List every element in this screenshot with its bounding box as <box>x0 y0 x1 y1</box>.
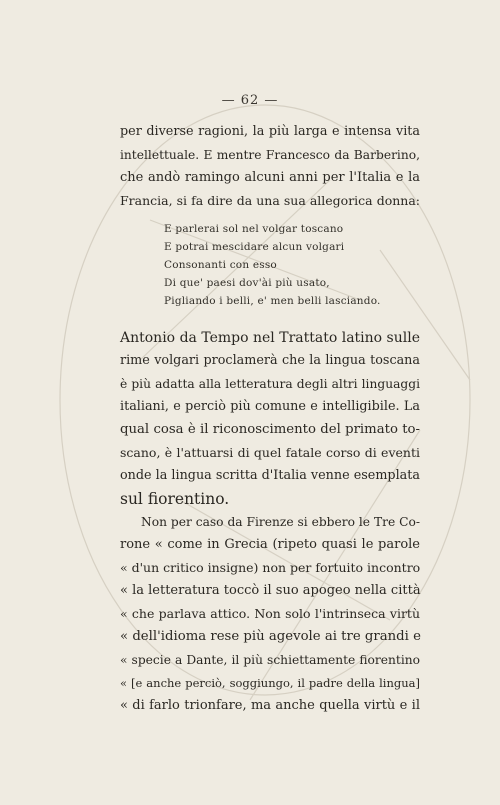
text-line: per diverse ragioni, la più larga e intensa vita <box>120 124 420 139</box>
text-line: Non per caso da Firenze si ebbero le Tre Co- <box>141 515 421 529</box>
page-number: — 62 — <box>221 93 279 108</box>
verse-line: E potrai mescidare alcun volgari <box>164 241 345 253</box>
text-line: « di farlo trionfare, ma anche quella virtù e il <box>120 698 420 713</box>
text-line: intellettuale. E mentre Francesco da Barberino, <box>120 148 420 162</box>
text-line: Antonio da Tempo nel Trattato latino sulle <box>120 330 420 346</box>
text-line: « la letteratura toccò il suo apogeo nella città <box>120 583 421 598</box>
text-line: rone « come in Grecia (ripeto quasi le parole <box>120 537 420 552</box>
text-line: è più adatta alla letteratura degli altri linguaggi <box>120 377 420 391</box>
text-line: sul fiorentino. <box>120 490 230 508</box>
text-line: Francia, si fa dire da una sua allegorica donna: <box>120 193 420 208</box>
text-line: italiani, e perciò più comune e intelligibile. La <box>120 399 420 414</box>
verse-line: Pigliando i belli, e' men belli lasciando. <box>164 295 381 307</box>
text-line: onde la lingua scritta d'Italia venne esemplata <box>120 468 420 483</box>
text-line: « d'un critico insigne) non per fortuito incontro <box>120 560 421 575</box>
text-line: « che parlava attico. Non solo l'intrinseca virtù <box>120 606 420 621</box>
text-line: scano, è l'attuarsi di quel fatale corso di eventi <box>120 445 420 460</box>
verse-line: Di que' paesi dov'ài più usato, <box>164 277 330 289</box>
text-line: rime volgari proclamerà che la lingua toscana <box>120 353 420 368</box>
verse-line: E parlerai sol nel volgar toscano <box>164 223 344 235</box>
text-line: « [e anche perciò, soggiungo, il padre della lingua] <box>120 676 420 690</box>
verse-line: Consonanti con esso <box>164 259 277 271</box>
text-line: qual cosa è il riconoscimento del primato to- <box>120 422 420 437</box>
text-line: « specie a Dante, il più schiettamente fiorentino <box>120 653 420 667</box>
text-line: « dell'idioma rese più agevole ai tre grandi e <box>120 629 421 644</box>
text-line: che andò ramingo alcuni anni per l'Italia e la <box>120 170 420 185</box>
